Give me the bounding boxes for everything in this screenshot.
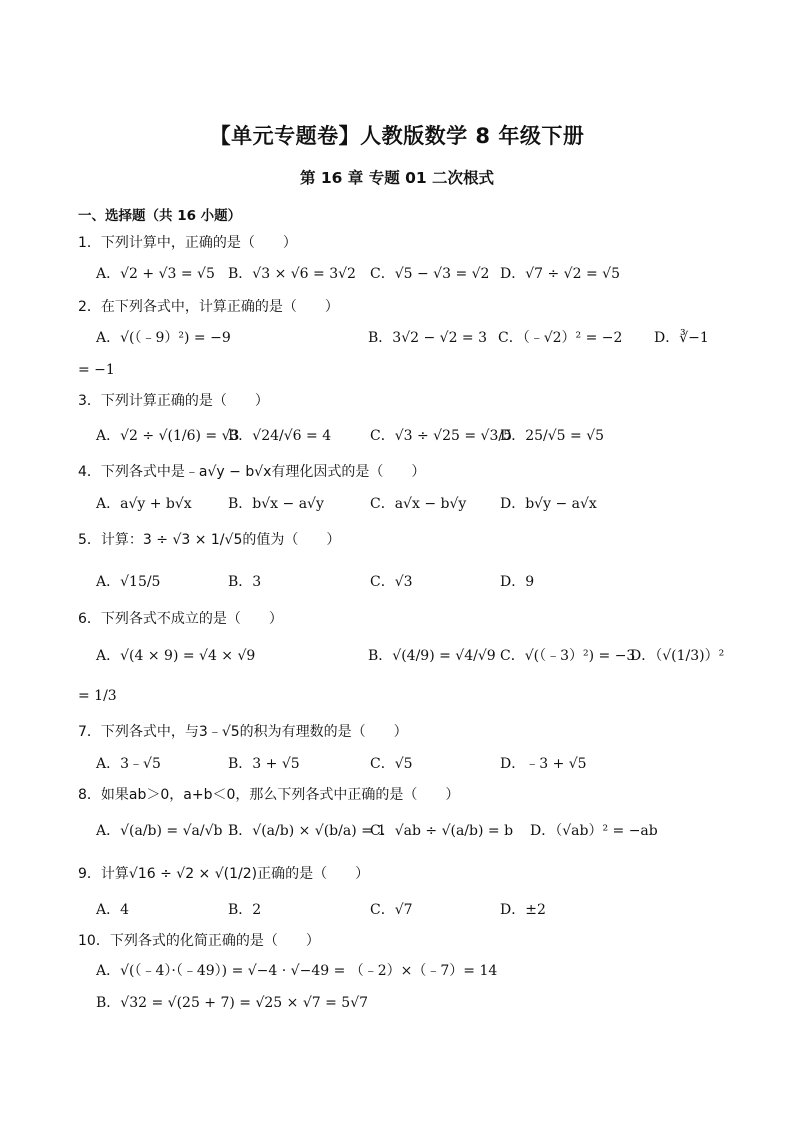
question-2-continuation: = −1 [78, 362, 115, 378]
question-6-option-a: A．√(4 × 9) = √4 × √9 [96, 648, 256, 664]
question-4-option-c: C．a√x − b√y [370, 496, 467, 512]
chapter-subtitle: 第 16 章 专题 01 二次根式 [299, 169, 495, 187]
question-3-option-b: B．√24/√6 = 4 [228, 428, 332, 444]
question-7-stem: 7．下列各式中，与3﹣√5的积为有理数的是（ ） [78, 724, 408, 740]
question-9-option-d: D．±2 [500, 902, 546, 918]
question-9-option-c: C．√7 [370, 902, 413, 918]
question-8-option-d: D．（√ab）² = −ab [530, 823, 658, 839]
question-2-option-a: A．√(（﹣9）²) = −9 [96, 330, 231, 346]
question-4-stem: 4．下列各式中是﹣a√y − b√x有理化因式的是（ ） [78, 464, 426, 480]
question-6-stem: 6．下列各式不成立的是（ ） [78, 611, 283, 627]
question-9-stem: 9．计算√16 ÷ √2 × √(1/2)正确的是（ ） [78, 866, 370, 882]
question-6-continuation: = 1/3 [78, 688, 117, 704]
question-1-option-a: A．√2 + √3 = √5 [96, 266, 215, 282]
question-3-option-a: A．√2 ÷ √(1/6) = √3 [96, 428, 240, 444]
question-3-stem: 3．下列计算正确的是（ ） [78, 393, 269, 409]
question-1-option-c: C．√5 − √3 = √2 [370, 266, 490, 282]
section-heading: 一、选择题（共 16 小题） [78, 208, 242, 224]
question-9-option-b: B．2 [228, 902, 262, 918]
question-5-option-d: D．9 [500, 574, 535, 590]
question-4-option-a: A．a√y + b√x [96, 496, 192, 512]
question-7-option-c: C．√5 [370, 756, 413, 772]
page-title: 【单元专题卷】人教版数学 8 年级下册 [209, 124, 585, 148]
question-7-option-b: B．3 + √5 [228, 756, 300, 772]
question-8-option-c: C．√ab ÷ √(a/b) = b [370, 823, 514, 839]
question-6-option-d: D．（√(1/3)）² [630, 648, 725, 664]
question-7-option-d: D．﹣3 + √5 [500, 756, 587, 772]
question-2-option-c: C．（﹣√2）² = −2 [498, 330, 623, 346]
question-6-option-b: B．√(4/9) = √4/√9 [368, 648, 496, 664]
question-8-stem: 8．如果ab＞0，a+b＜0，那么下列各式中正确的是（ ） [78, 787, 460, 803]
question-5-option-b: B．3 [228, 574, 262, 590]
question-8-option-a: A．√(a/b) = √a/√b [96, 823, 223, 839]
question-4-option-d: D．b√y − a√x [500, 496, 597, 512]
question-3-option-d: D．25/√5 = √5 [500, 428, 605, 444]
question-5-option-c: C．√3 [370, 574, 413, 590]
question-4-option-b: B．b√x − a√y [228, 496, 324, 512]
question-10-option-a: A．√(（﹣4）·（﹣49）) = √−4 · √−49 = （﹣2）×（﹣7）= 14 [96, 963, 498, 979]
question-9-option-a: A．4 [96, 902, 130, 918]
question-10-option-b: B．√32 = √(25 + 7) = √25 × √7 = 5√7 [96, 995, 369, 1011]
question-2-stem: 2．在下列各式中，计算正确的是（ ） [78, 299, 339, 315]
question-1-option-b: B．√3 × √6 = 3√2 [228, 266, 356, 282]
question-6-option-c: C．√(（﹣3）²) = −3 [500, 648, 636, 664]
question-7-option-a: A．3﹣√5 [96, 756, 161, 772]
question-5-option-a: A．√15/5 [96, 574, 161, 590]
question-2-option-d: D．∛−1 [654, 330, 709, 346]
question-8-option-b: B．√(a/b) × √(b/a) = 1 [228, 823, 387, 839]
question-1-stem: 1．下列计算中，正确的是（ ） [78, 235, 297, 251]
question-1-option-d: D．√7 ÷ √2 = √5 [500, 266, 620, 282]
question-5-stem: 5．计算：3 ÷ √3 × 1/√5的值为（ ） [78, 532, 341, 548]
question-3-option-c: C．√3 ÷ √25 = √3/5 [370, 428, 512, 444]
question-2-option-b: B．3√2 − √2 = 3 [368, 330, 488, 346]
question-10-stem: 10．下列各式的化简正确的是（ ） [78, 933, 320, 949]
